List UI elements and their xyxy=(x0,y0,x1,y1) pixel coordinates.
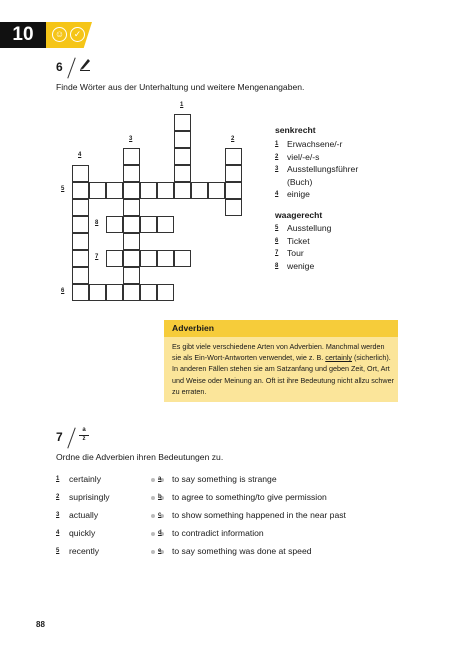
connect-dot-word-5[interactable] xyxy=(151,550,155,554)
crossword-cell[interactable] xyxy=(174,182,191,199)
crossword-cell[interactable] xyxy=(225,199,242,216)
crossword-number-8: 8 xyxy=(95,220,99,226)
info-box-example: certainly xyxy=(325,353,353,363)
down-clues-heading: senkrecht xyxy=(275,125,316,135)
crossword-cell[interactable] xyxy=(174,165,191,182)
across-clues-heading: waagerecht xyxy=(275,210,323,220)
crossword-cell[interactable] xyxy=(123,182,140,199)
connect-dot-word-2[interactable] xyxy=(151,496,155,500)
crossword-cell[interactable] xyxy=(106,182,123,199)
crossword-number-3: 3 xyxy=(129,136,133,142)
crossword-cell[interactable] xyxy=(174,148,191,165)
list-item: 1 Erwachsene/-r xyxy=(275,139,343,149)
crossword-cell[interactable] xyxy=(106,250,123,267)
crossword-cell[interactable] xyxy=(72,284,89,301)
crossword-number-4: 4 xyxy=(78,152,82,158)
crossword-number-1: 1 xyxy=(180,102,184,108)
matching-icon: a z xyxy=(79,427,89,443)
list-item: 6 Ticket xyxy=(275,235,310,246)
crossword-cell[interactable] xyxy=(72,267,89,284)
crossword-cell[interactable] xyxy=(89,284,106,301)
crossword-cell[interactable] xyxy=(123,199,140,216)
meaning-item-e: e to say something was done at speed xyxy=(158,546,312,556)
checkmark-icon: ✓ xyxy=(70,27,85,42)
info-box-text: Es gibt viele verschiedene Arten von Adverbien. Manchmal werden sie als Ein-Wort-Antworten verwendet, wie z. B. certainly (sicherlich). In anderen Fällen stehen sie am Satzanfang und geben Zeit, Ort, Art und Weise oder Meinung an. Oft ist ihre Bedeutung nicht allzu schwer zu erraten. xyxy=(172,342,395,396)
exercise-6-divider xyxy=(67,57,75,78)
crossword-cell[interactable] xyxy=(174,250,191,267)
crossword-cell[interactable] xyxy=(72,165,89,182)
crossword-cell[interactable] xyxy=(123,216,140,233)
crossword-cell[interactable] xyxy=(72,233,89,250)
word-item-2: 2 suprisingly xyxy=(56,492,110,502)
list-item: 2 viel/-e/-s xyxy=(275,151,320,162)
crossword-cell[interactable] xyxy=(106,284,123,301)
list-item: 4 einige xyxy=(275,189,310,199)
crossword-cell[interactable] xyxy=(89,182,106,199)
meaning-item-d: d to contradict information xyxy=(158,528,264,538)
word-item-1: 1 certainly xyxy=(56,474,101,484)
crossword-cell[interactable] xyxy=(225,165,242,182)
crossword-cell[interactable] xyxy=(140,216,157,233)
head-icon: ☺ xyxy=(52,27,67,42)
crossword-cell[interactable] xyxy=(157,250,174,267)
crossword-cell[interactable] xyxy=(157,216,174,233)
crossword-cell[interactable] xyxy=(225,182,242,199)
down-clues-list xyxy=(275,138,358,201)
crossword-cell[interactable] xyxy=(72,182,89,199)
crossword-cell[interactable] xyxy=(72,250,89,267)
crossword-cell[interactable] xyxy=(123,148,140,165)
crossword-cell[interactable] xyxy=(174,114,191,131)
crossword-cell[interactable] xyxy=(106,216,123,233)
crossword-cell[interactable] xyxy=(123,284,140,301)
connect-dot-word-3[interactable] xyxy=(151,514,155,518)
word-item-3: 3 actually xyxy=(56,510,99,520)
unit-number: 10 xyxy=(12,24,34,45)
list-item: 3 Ausstellungsführer xyxy=(275,164,359,174)
crossword-cell[interactable] xyxy=(208,182,225,199)
crossword-number-2: 2 xyxy=(231,136,235,142)
meaning-item-b: b to agree to something/to give permission xyxy=(158,492,327,502)
list-item: (Buch) xyxy=(287,176,313,187)
across-clues-list xyxy=(275,222,331,272)
page-number: 88 xyxy=(36,620,45,629)
info-box-title: Adverbien xyxy=(172,323,215,333)
crossword-number-7: 7 xyxy=(95,254,99,260)
word-item-4: 4 quickly xyxy=(56,528,96,538)
exercise-7-instruction: Ordne die Adverbien ihren Bedeutungen zu. xyxy=(56,452,224,462)
list-item: 5 Ausstellung xyxy=(275,223,332,233)
crossword-cell[interactable] xyxy=(225,148,242,165)
connect-dot-word-4[interactable] xyxy=(151,532,155,536)
crossword-cell[interactable] xyxy=(191,182,208,199)
crossword-cell[interactable] xyxy=(174,131,191,148)
crossword-cell[interactable] xyxy=(72,216,89,233)
crossword-cell[interactable] xyxy=(123,250,140,267)
meaning-item-c: c to show something happened in the near past xyxy=(158,510,346,520)
pencil-icon xyxy=(79,57,91,76)
connect-dot-word-1[interactable] xyxy=(151,478,155,482)
exercise-7-divider xyxy=(67,427,75,448)
exercise-6-instruction: Finde Wörter aus der Unterhaltung und weitere Mengenangaben. xyxy=(56,82,305,92)
crossword-cell[interactable] xyxy=(140,284,157,301)
word-item-5: 5 recently xyxy=(56,546,100,556)
crossword-number-5: 5 xyxy=(61,186,65,192)
crossword-cell[interactable] xyxy=(123,165,140,182)
crossword-number-6: 6 xyxy=(61,288,65,294)
crossword-cell[interactable] xyxy=(123,233,140,250)
exercise-7-number: 7 xyxy=(56,430,63,444)
crossword-cell[interactable] xyxy=(157,284,174,301)
exercise-6-number: 6 xyxy=(56,60,63,74)
crossword-cell[interactable] xyxy=(157,182,174,199)
list-item: 7 Tour xyxy=(275,248,304,258)
meaning-item-a: a to say something is strange xyxy=(158,474,277,484)
crossword-cell[interactable] xyxy=(123,267,140,284)
crossword-cell[interactable] xyxy=(140,182,157,199)
crossword-cell[interactable] xyxy=(140,250,157,267)
list-item: 8 wenige xyxy=(275,260,315,271)
crossword-cell[interactable] xyxy=(72,199,89,216)
